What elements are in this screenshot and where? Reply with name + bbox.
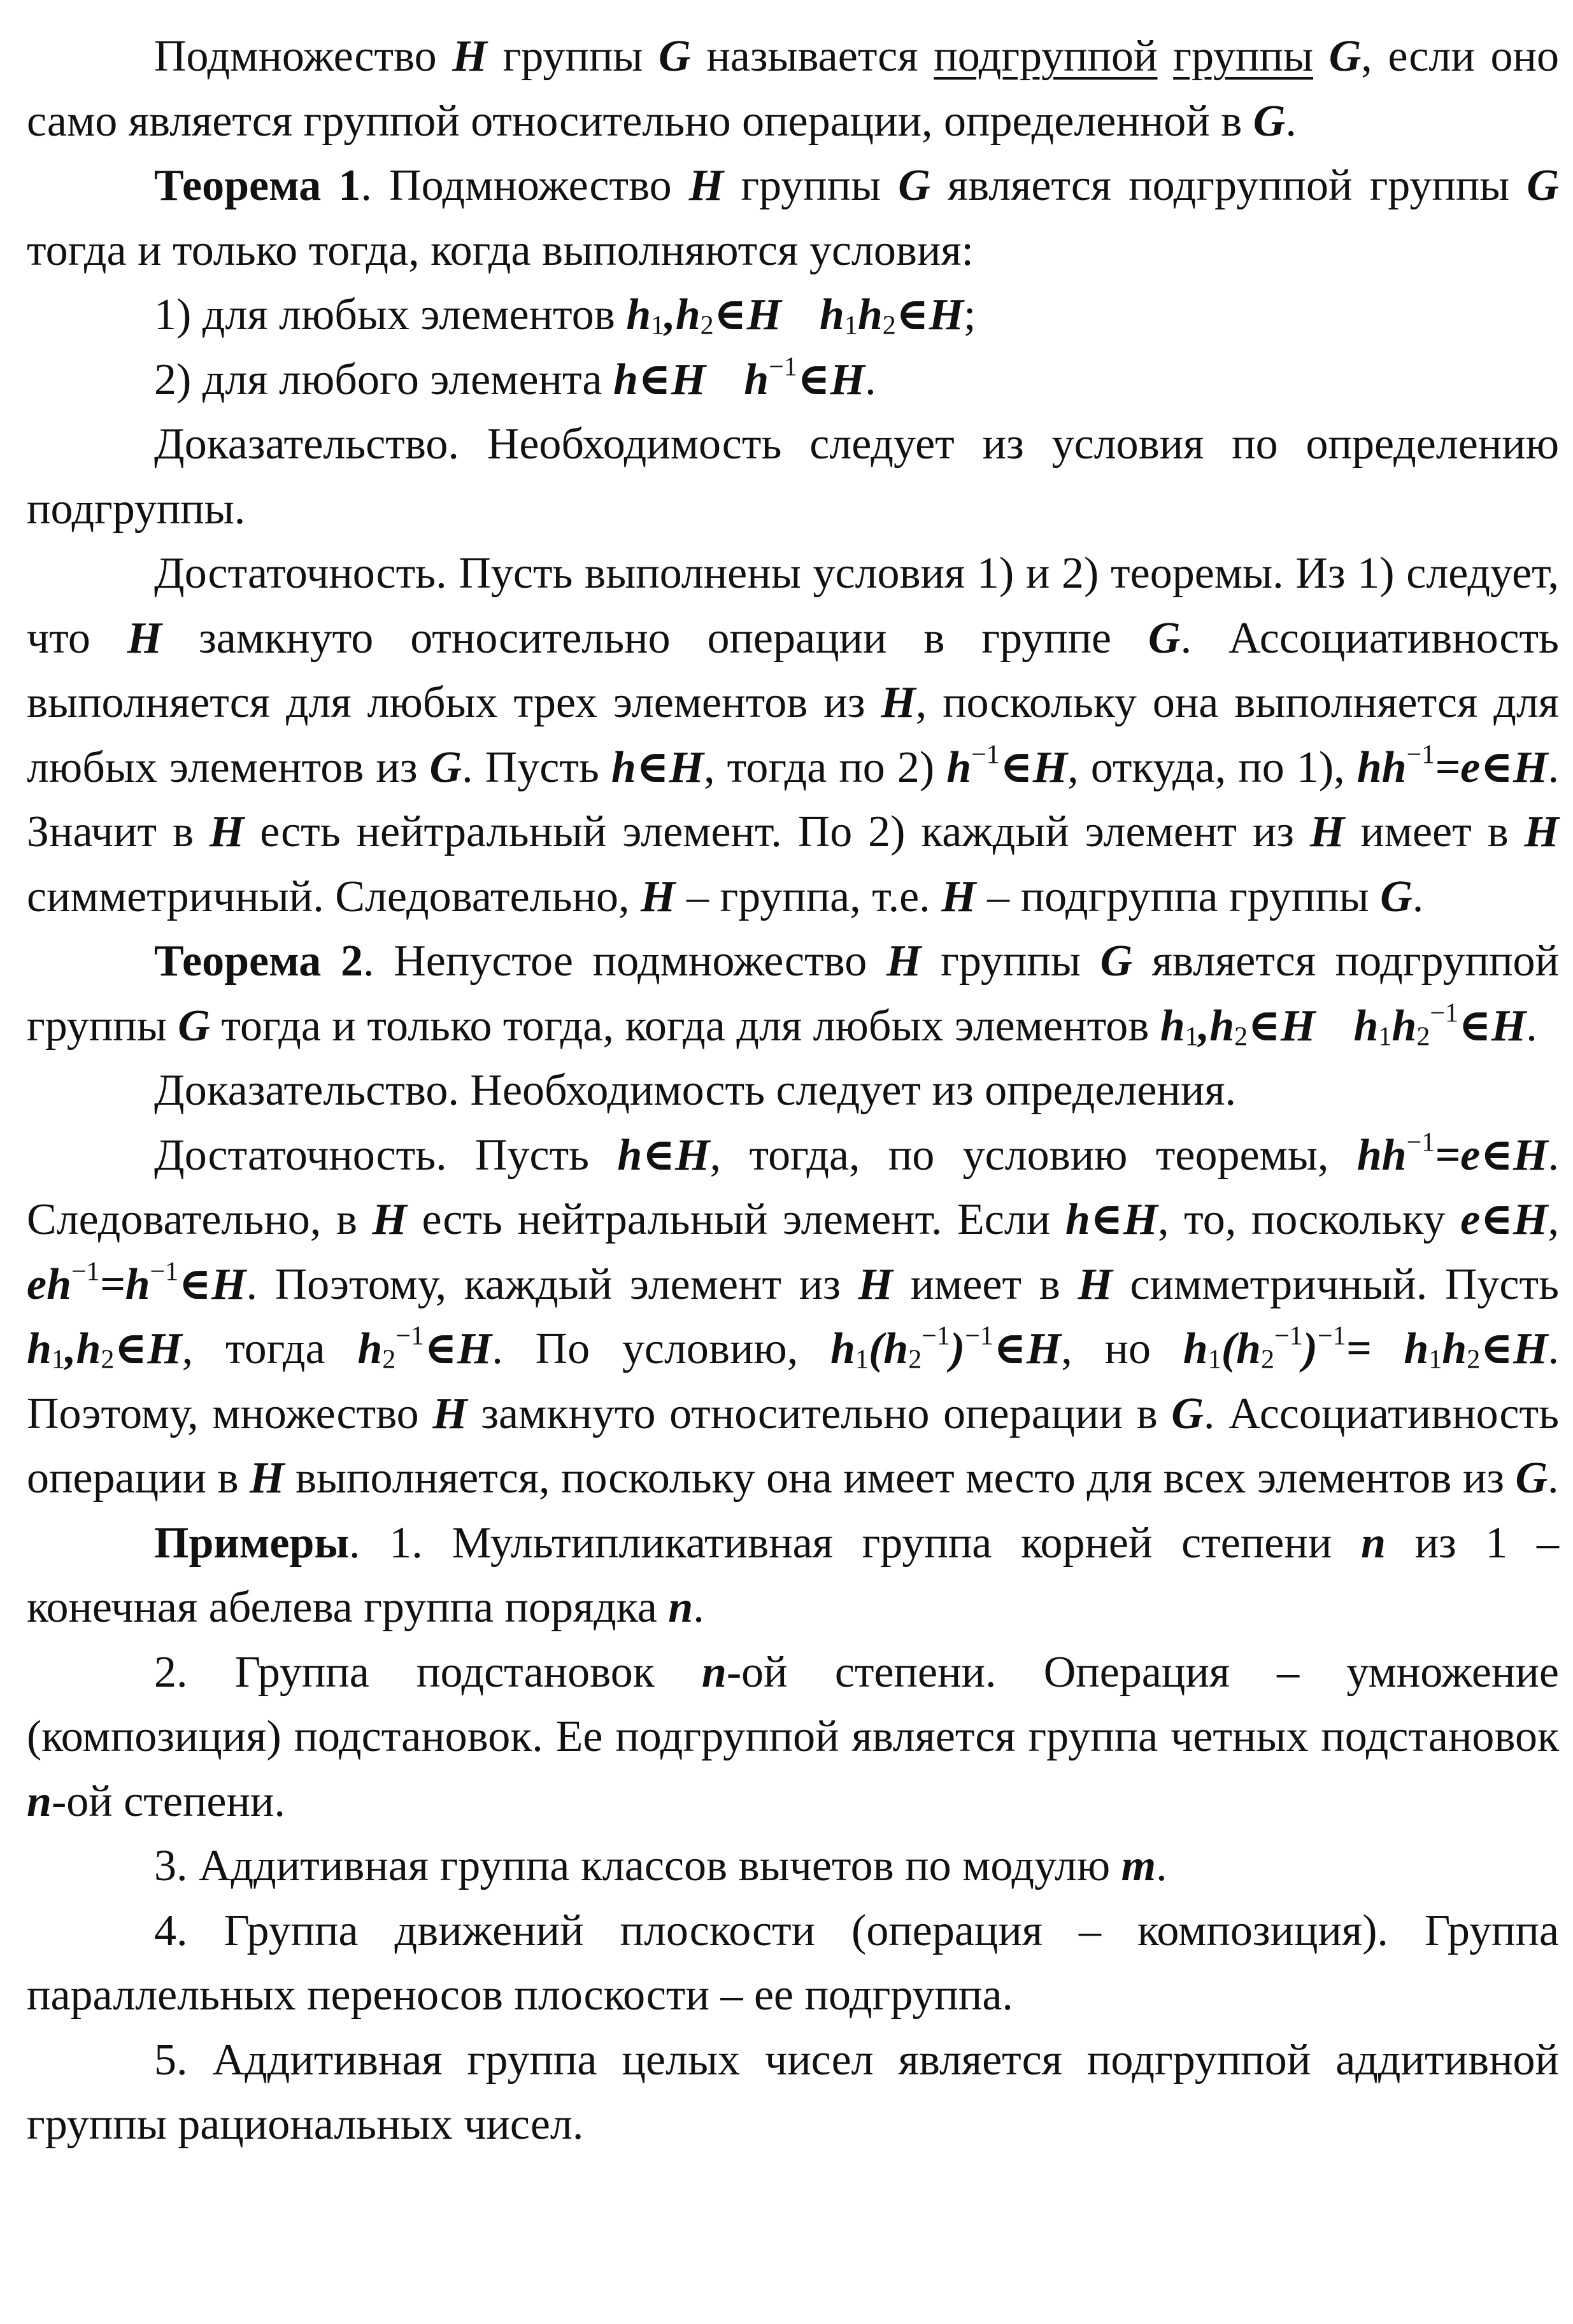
- math-symbol: ∈H: [1480, 1324, 1548, 1373]
- math-symbol: H: [452, 32, 487, 81]
- math-symbol: ,h: [1198, 1001, 1235, 1051]
- math-symbol: n: [1360, 1518, 1386, 1568]
- superscript-exponent: −1: [1274, 1321, 1303, 1351]
- math-symbol: G: [1253, 96, 1286, 146]
- math-symbol: H: [941, 872, 976, 921]
- text-run: . Следовательно, в: [27, 1130, 1560, 1244]
- math-symbol: h: [357, 1324, 383, 1373]
- math-symbol: H: [641, 872, 676, 921]
- subscript-index: 2: [1467, 1345, 1481, 1375]
- text-run: . Ассоциативность операции в: [27, 1389, 1559, 1503]
- math-symbol: G: [1515, 1454, 1548, 1503]
- math-symbol: eh: [27, 1259, 71, 1309]
- math-symbol: =e∈H: [1435, 742, 1548, 792]
- math-symbol: e∈H: [1460, 1195, 1548, 1244]
- text-run: тогда и только тогда, когда для любых элементов: [210, 1001, 1160, 1051]
- math-symbol: h∈H: [1065, 1195, 1158, 1244]
- superscript-exponent: −1: [150, 1257, 179, 1287]
- text-run: , если оно само является группой относительно операции, определенной в: [27, 32, 1559, 146]
- math-symbol: m: [1121, 1841, 1157, 1890]
- math-symbol: h: [1353, 1001, 1379, 1051]
- text-run: .: [1526, 1001, 1537, 1051]
- subscript-index: 1: [51, 1345, 65, 1375]
- subscript-index: 1: [844, 311, 858, 341]
- paragraph-example-4: [27, 1899, 1559, 2028]
- math-symbol: H: [1524, 807, 1559, 856]
- subscript-index: 2: [700, 311, 714, 341]
- text-run: 5. Аддитивная группа целых чисел является подгруппой аддитивной группы рациональных чисел.: [27, 2035, 1559, 2149]
- paragraph-proof-2-necessity: [27, 1058, 1559, 1123]
- text-run: 4. Группа движений плоскости (операция – композиция). Группа параллельных переносов плоскости – ее подгруппа.: [27, 1906, 1559, 2020]
- math-symbol: n: [701, 1647, 727, 1697]
- text-run: 2. Группа подстановок: [154, 1647, 702, 1697]
- paragraph-condition-2: [27, 348, 1559, 413]
- text-run: выполняется, поскольку она имеет место для всех элементов из: [284, 1454, 1516, 1503]
- text-run: .: [1285, 96, 1297, 146]
- paragraph-proof-1-necessity: [27, 412, 1559, 541]
- theorem-heading: Теорема 2: [154, 937, 364, 986]
- math-symbol: G: [178, 1001, 210, 1051]
- paragraph-example-2: [27, 1640, 1559, 1834]
- math-symbol: ∈H: [114, 1324, 182, 1373]
- superscript-exponent: −1: [1406, 740, 1435, 770]
- subscript-index: 2: [882, 311, 896, 341]
- text-run: – группа, т.е.: [675, 872, 942, 921]
- math-symbol: h: [1442, 1324, 1467, 1373]
- text-run: 3. Аддитивная группа классов вычетов по модулю: [154, 1841, 1121, 1890]
- math-symbol: =e∈H: [1435, 1130, 1548, 1180]
- paragraph-example-3: [27, 1834, 1559, 1899]
- math-symbol: H: [881, 678, 916, 727]
- math-symbol: G: [1380, 872, 1413, 921]
- math-symbol: ∈H: [797, 355, 865, 404]
- underlined-term: группы: [1173, 32, 1313, 81]
- text-run: 1) для любых элементов: [154, 290, 627, 339]
- subscript-index: 2: [908, 1345, 922, 1375]
- text-run: , но: [1061, 1324, 1183, 1373]
- text-run: . Поэтому, каждый элемент из: [246, 1259, 858, 1309]
- math-symbol: ): [1302, 1324, 1318, 1373]
- paragraph-definition: [27, 24, 1559, 153]
- math-symbol: H: [250, 1454, 285, 1503]
- math-symbol: ∈H: [713, 290, 781, 339]
- math-symbol: G: [429, 742, 462, 792]
- math-symbol: ,h: [664, 290, 701, 339]
- text-run: . Ассоциативность выполняется для любых трех элементов из: [27, 613, 1559, 727]
- math-symbol: h: [857, 290, 883, 339]
- text-run: [1158, 32, 1174, 81]
- superscript-exponent: −1: [1406, 1128, 1435, 1158]
- text-run: Подмножество: [154, 32, 453, 81]
- text-run: . По условию,: [492, 1324, 831, 1373]
- subscript-index: 2: [101, 1345, 115, 1375]
- text-run: . Непустое подмножество: [363, 937, 886, 986]
- subscript-index: 2: [382, 1345, 396, 1375]
- text-run: Достаточность. Пусть: [154, 1130, 618, 1180]
- text-run: замкнуто относительно операции в: [467, 1389, 1172, 1438]
- subscript-index: 1: [1428, 1345, 1442, 1375]
- text-run: .: [1548, 1454, 1559, 1503]
- math-symbol: h: [626, 290, 651, 339]
- math-symbol: H: [688, 161, 724, 210]
- text-run: 2) для любого элемента: [154, 355, 613, 404]
- text-run: симметричный. Следовательно,: [27, 872, 641, 921]
- math-symbol: H: [886, 937, 922, 986]
- math-symbol: hh: [1356, 1130, 1407, 1180]
- text-run: . Значит в: [27, 742, 1560, 856]
- text-run: , то, поскольку: [1158, 1195, 1461, 1244]
- math-symbol: ∈H: [1458, 1001, 1527, 1051]
- math-symbol: H: [127, 613, 162, 663]
- theorem-heading: Теорема 1: [154, 161, 361, 210]
- text-run: . 1. Мультипликативная группа корней степени: [349, 1518, 1361, 1568]
- superscript-exponent: −1: [769, 352, 797, 382]
- math-symbol: G: [1148, 613, 1181, 663]
- theorem-heading: Примеры: [154, 1518, 350, 1568]
- math-symbol: H: [858, 1259, 893, 1309]
- math-symbol: h∈H: [611, 742, 704, 792]
- text-run: имеет в: [892, 1259, 1078, 1309]
- math-symbol: G: [1171, 1389, 1204, 1438]
- text-run: замкнуто относительно операции в группе: [162, 613, 1148, 663]
- subscript-index: 2: [1416, 1022, 1430, 1052]
- text-run: [1313, 32, 1329, 81]
- text-run: есть нейтральный элемент. По 2) каждый элемент из: [244, 807, 1310, 856]
- paragraph-proof-2-sufficiency: [27, 1123, 1559, 1511]
- text-run: , поскольку она выполняется для любых элементов из: [27, 678, 1559, 792]
- superscript-exponent: −1: [71, 1257, 100, 1287]
- math-symbol: ∈H: [895, 290, 964, 339]
- text-run: .: [865, 355, 876, 404]
- math-symbol: H: [432, 1389, 467, 1438]
- paragraph-theorem-1: [27, 153, 1559, 283]
- text-run: , тогда по 2): [704, 742, 947, 792]
- superscript-exponent: −1: [395, 1321, 424, 1351]
- text-run: называется: [690, 32, 934, 81]
- text-run: симметричный. Пусть: [1112, 1259, 1559, 1309]
- text-run: Достаточность. Пусть выполнены условия 1) и 2) теоремы. Из 1) следует, что: [27, 549, 1559, 663]
- text-run: -ой степени. Операция – умножение (композиция) подстановок. Ее подгруппой является группа четных подстановок: [27, 1647, 1559, 1761]
- math-symbol: h: [1183, 1324, 1208, 1373]
- math-symbol: n: [668, 1583, 694, 1632]
- math-symbol: h: [830, 1324, 855, 1373]
- text-run: является подгруппой группы: [930, 161, 1527, 210]
- math-symbol: h: [1160, 1001, 1185, 1051]
- subscript-index: 2: [1260, 1345, 1274, 1375]
- text-run: . Поэтому, множество: [27, 1324, 1559, 1438]
- text-run: группы: [487, 32, 659, 81]
- math-symbol: n: [27, 1776, 52, 1826]
- text-run: – подгруппа группы: [976, 872, 1381, 921]
- underlined-term: подгруппой: [934, 32, 1158, 81]
- text-run: есть нейтральный элемент. Если: [406, 1195, 1065, 1244]
- math-symbol: h: [819, 290, 844, 339]
- superscript-exponent: −1: [965, 1321, 993, 1351]
- subscript-index: 1: [651, 311, 665, 341]
- text-run: ;: [964, 290, 976, 339]
- text-run: .: [693, 1583, 704, 1632]
- paragraph-theorem-2: [27, 929, 1559, 1058]
- math-symbol: G: [1100, 937, 1133, 986]
- text-run: Доказательство. Необходимость следует из условия по определению подгруппы.: [27, 420, 1559, 534]
- math-symbol: G: [1328, 32, 1362, 81]
- text-run: .: [1412, 872, 1424, 921]
- math-symbol: ∈H: [424, 1324, 492, 1373]
- text-run: тогда и только тогда, когда выполняются условия:: [27, 225, 974, 275]
- math-symbol: H: [209, 807, 245, 856]
- math-symbol: = h: [1346, 1324, 1429, 1373]
- math-symbol: h: [27, 1324, 52, 1373]
- math-symbol: ): [950, 1324, 965, 1373]
- math-symbol: G: [1527, 161, 1559, 210]
- math-symbol: G: [658, 32, 691, 81]
- subscript-index: 2: [1234, 1022, 1248, 1052]
- text-run: . Подмножество: [360, 161, 689, 210]
- math-symbol: G: [898, 161, 930, 210]
- math-symbol: h∈H: [617, 1130, 710, 1180]
- math-symbol: ,h: [64, 1324, 101, 1373]
- paragraph-example-1: [27, 1511, 1559, 1640]
- math-symbol: ∈H: [1248, 1001, 1316, 1051]
- text-run: группы: [723, 161, 899, 210]
- text-run: ,: [1548, 1195, 1559, 1244]
- text-run: -ой степени.: [51, 1776, 285, 1826]
- text-run: имеет в: [1344, 807, 1525, 856]
- superscript-exponent: −1: [971, 740, 1000, 770]
- paragraph-condition-1: [27, 283, 1559, 348]
- superscript-exponent: −1: [922, 1321, 950, 1351]
- math-symbol: h: [744, 355, 769, 404]
- text-run: , откуда, по 1),: [1067, 742, 1357, 792]
- math-symbol: h: [1392, 1001, 1417, 1051]
- text-run: . Пусть: [462, 742, 611, 792]
- paragraph-proof-1-sufficiency: [27, 541, 1559, 929]
- paragraph-example-5: [27, 2028, 1559, 2157]
- subscript-index: 1: [1185, 1022, 1199, 1052]
- text-run: является подгруппой группы: [27, 937, 1560, 1051]
- math-symbol: (h: [1221, 1324, 1261, 1373]
- math-symbol: (h: [868, 1324, 909, 1373]
- math-symbol: ∈H: [999, 742, 1068, 792]
- math-symbol: H: [1309, 807, 1345, 856]
- text-run: Доказательство. Необходимость следует из определения.: [154, 1066, 1237, 1115]
- text-run: из 1 – конечная абелева группа порядка: [27, 1518, 1559, 1632]
- text-run: , тогда: [182, 1324, 358, 1373]
- math-symbol: hh: [1356, 742, 1407, 792]
- text-run: группы: [921, 937, 1100, 986]
- math-symbol: H: [1078, 1259, 1113, 1309]
- subscript-index: 1: [855, 1345, 869, 1375]
- math-symbol: ∈H: [178, 1259, 246, 1309]
- math-symbol: h∈H: [613, 355, 706, 404]
- subscript-index: 1: [1378, 1022, 1392, 1052]
- math-symbol: h: [946, 742, 972, 792]
- text-run: , тогда, по условию теоремы,: [709, 1130, 1357, 1180]
- math-symbol: =h: [99, 1259, 150, 1309]
- subscript-index: 1: [1207, 1345, 1221, 1375]
- superscript-exponent: −1: [1317, 1321, 1346, 1351]
- text-run: .: [1156, 1841, 1167, 1890]
- math-symbol: ∈H: [993, 1324, 1062, 1373]
- superscript-exponent: −1: [1430, 998, 1458, 1028]
- math-symbol: H: [372, 1195, 407, 1244]
